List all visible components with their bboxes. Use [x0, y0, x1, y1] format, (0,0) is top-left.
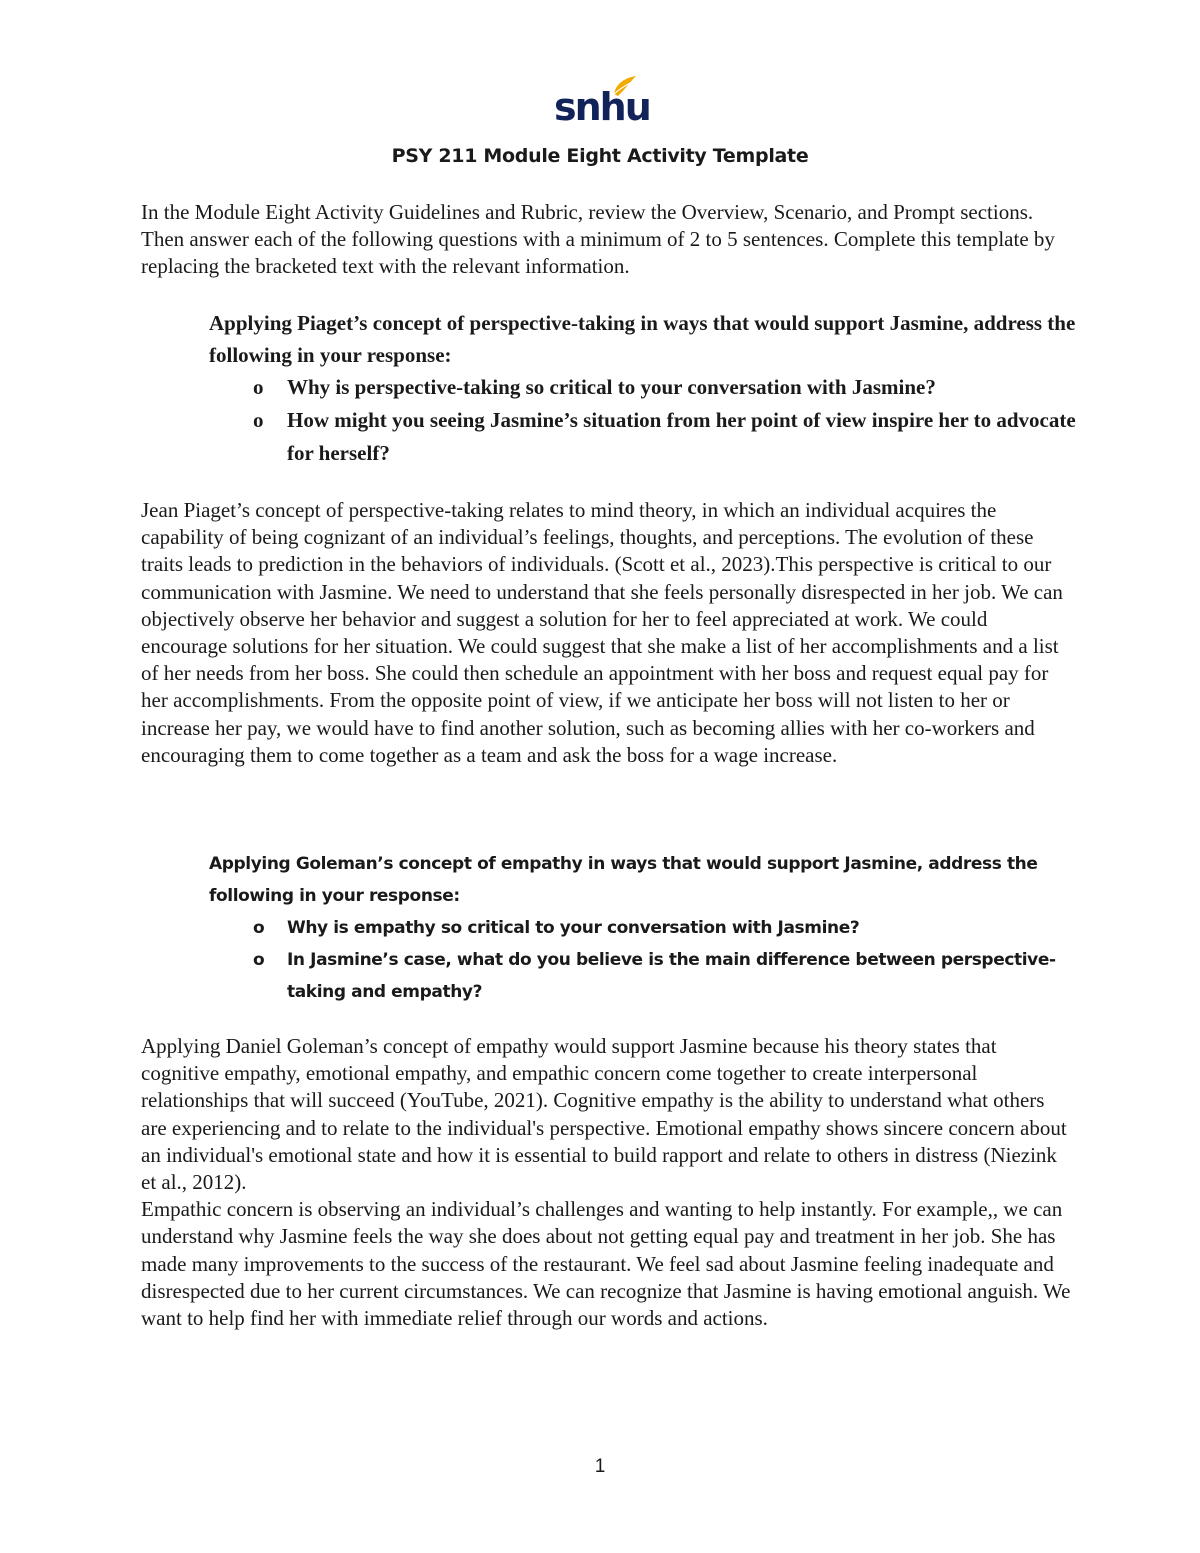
- intro-paragraph: [141, 199, 1071, 280]
- answer-2-paragraph-2: Empathic concern is observing an individual’s challenges and wanting to help instantly. For example,, we can understand why Jasmine feels the way she does about not getting equal pay and treatment in her job. She has made many improvements to the success of the restaurant. We feel sad about Jasmine feeling inadequate and disrespected due to her current circumstances. We can recognize that Jasmine is having emotional anguish. We want to help find her with immediate relief through our words and actions.: [141, 1197, 1071, 1331]
- bullet-icon: o: [253, 375, 264, 399]
- question-1-lead: Applying Piaget’s concept of perspective-taking in ways that would support Jasmine, address the following in your response:: [209, 311, 1076, 367]
- list-item: [209, 371, 1089, 404]
- bullet-icon: o: [253, 950, 265, 970]
- flame-leaf-icon: [610, 74, 638, 98]
- question-2-lead: Applying Goleman’s concept of empathy in ways that would support Jasmine, address the following in your response:: [209, 854, 1038, 906]
- list-item-text: How might you seeing Jasmine’s situation from her point of view inspire her to advocate for herself?: [287, 408, 1076, 465]
- list-item: [209, 944, 1089, 1008]
- list-item-text: Why is perspective-taking so critical to your conversation with Jasmine?: [287, 375, 936, 399]
- question-1-list: [209, 371, 1089, 470]
- question-2-block: [209, 848, 1089, 1008]
- list-item: [209, 404, 1089, 470]
- intro-text: In the Module Eight Activity Guidelines and Rubric, review the Overview, Scenario, and Prompt sections. Then answer each of the following questions with a minimum of 2 to 5 sentences. Complete this template by replacing the bracketed text with the relevant information.: [141, 200, 1055, 278]
- question-1-block: [209, 307, 1089, 470]
- list-item: [209, 912, 1089, 944]
- page-number: 1: [594, 1456, 606, 1477]
- bullet-icon: o: [253, 408, 264, 432]
- answer-1: [141, 497, 1071, 769]
- snhu-logo: [554, 74, 650, 134]
- page-title: PSY 211 Module Eight Activity Template: [391, 145, 809, 167]
- list-item-text: Why is empathy so critical to your conversation with Jasmine?: [287, 918, 860, 938]
- answer-2: [141, 1033, 1071, 1332]
- bullet-icon: o: [253, 918, 265, 938]
- list-item-text: In Jasmine’s case, what do you believe is the main difference between perspective-taking and empathy?: [287, 950, 1056, 1002]
- answer-1-text: Jean Piaget’s concept of perspective-taking relates to mind theory, in which an individual acquires the capability of being cognizant of an individual’s feelings, thoughts, and perceptions. The evolution of these traits leads to prediction in the behaviors of individuals. (Scott et al., 2023).This perspective is critical to our communication with Jasmine. We need to understand that she feels personally disrespected in her job. We can objectively observe her behavior and suggest a solution for her to feel appreciated at work. We could encourage solutions for her situation. We could suggest that she make a list of her accomplishments and a list of her needs from her boss. She could then schedule an appointment with her boss and request equal pay for her accomplishments. From the opposite point of view, if we anticipate her boss will not listen to her or increase her pay, we would have to find another solution, such as becoming allies with her co-workers and encouraging them to come together as a team and ask the boss for a wage increase.: [141, 498, 1063, 767]
- question-2-list: [209, 912, 1089, 1008]
- answer-2-paragraph-1: Applying Daniel Goleman’s concept of empathy would support Jasmine because his theory states that cognitive empathy, emotional empathy, and empathic concern come together to create interpersonal relationships that will succeed (YouTube, 2021). Cognitive empathy is the ability to understand what others are experiencing and to relate to the individual's perspective. Emotional empathy shows sincere concern about an individual's emotional state and how it is essential to build rapport and relate to others in distress (Niezink et al., 2012).: [141, 1034, 1067, 1195]
- logo-text: snhu: [554, 85, 650, 129]
